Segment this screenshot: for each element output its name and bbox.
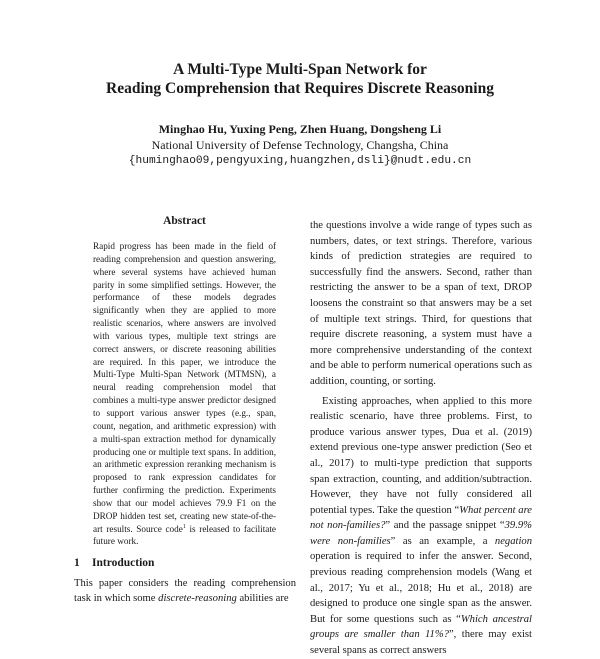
title-line-2: Reading Comprehension that Requires Discrete Reasoning: [106, 80, 494, 97]
paragraph-1: the questions involve a wide range of types such as numbers, dates, or text strings. Therefore, various kinds of prediction strategies are required to successfully find the answers. Second, rather than restricting the answer to be a span of text, DROP loosens the constraint so that answers may be a set of multiple text strings. Third, for questions that require discrete reasoning, a system must have a more comprehensive understanding of the context and be able to perform numerical operations such as addition, counting, or sorting.: [310, 220, 532, 387]
author-names: Minghao Hu, Yuxing Peng, Zhen Huang, Dongsheng Li: [158, 122, 442, 136]
author-block: [0, 121, 600, 169]
negation-term: negation: [494, 535, 532, 547]
paper-title: [0, 60, 600, 98]
p2-text: ” and the passage snippet “: [385, 520, 505, 532]
intro-emphasis: discrete-reasoning: [158, 592, 237, 604]
abstract-text: Rapid progress has been made in the field of reading comprehension and question answering, where several systems have achieved human parity in some simplified settings. However, the performance of these models degrades significantly when they are applied to more realistic scenarios, where answers are involved with various types, multiple text strings are correct answers, or discrete reasoning abilities are required. In this paper, we introduce the Multi-Type Multi-Span Network (MTMSN), a neural reading comprehension model that combines a multi-type answer predictor designed to support various answer types (e.g., span, count, negation, and arithmetic expression) with a multi-span extraction method for dynamically producing one or multiple text spans. In addition, an arithmetic expression reranking mechanism is proposed to rank expression candidates for further confirming the prediction. Experiments show that our model achieves 79.9 F1 on the DROP hidden test set, creating new state-of-the-art results. Source code: [93, 241, 276, 534]
author-emails: {huminghao09,pengyuxing,huangzhen,dsli}@nudt.edu.cn: [128, 155, 472, 167]
question-example-1: What percent are not non-families?: [310, 504, 532, 532]
abstract-body: [93, 240, 276, 548]
section-number: 1: [74, 557, 80, 569]
p2-text: operation is required to infer the answer. Second, previous reading comprehension models (Wang et al., 2017; Yu et al., 2018; Hu et al., 2018) are designed to produce one single span as the answer. But for some questions such as “: [310, 551, 532, 625]
footnote-mark: 1: [182, 523, 186, 530]
passage-snippet: 39.9% were non-families: [310, 520, 532, 547]
section-title: Introduction: [92, 557, 155, 569]
abstract-heading: Abstract: [163, 215, 206, 227]
right-column: [310, 218, 532, 659]
p2-text: ” as an example, a: [390, 535, 495, 547]
p2-text: Existing approaches, when applied to this more realistic scenario, have three problems. First, to produce various answer types, Dua et al. (2019) extend previous one-type answer prediction (Seo et al., 2017) to multi-type prediction that supports span extraction, counting, and addition/subtraction. However, they have not fully considered all potential types. Take the question “: [310, 395, 532, 516]
intro-text-end: abilities are: [236, 592, 289, 604]
p2-text: ”, there may exist several spans as correct answers: [310, 629, 533, 657]
paragraph-2: [310, 394, 532, 659]
introduction-heading: [74, 556, 294, 570]
abstract-text-end: is released to facilitate future work.: [93, 523, 276, 547]
affiliation: National University of Defense Technology, Changsha, China: [151, 138, 449, 152]
intro-text: This paper considers the reading comprehension task in which some: [74, 578, 296, 604]
question-example-2: Which ancestral groups are smaller than 11%?: [310, 613, 532, 641]
introduction-body: [74, 577, 296, 606]
title-line-1: A Multi-Type Multi-Span Network for: [173, 61, 427, 78]
